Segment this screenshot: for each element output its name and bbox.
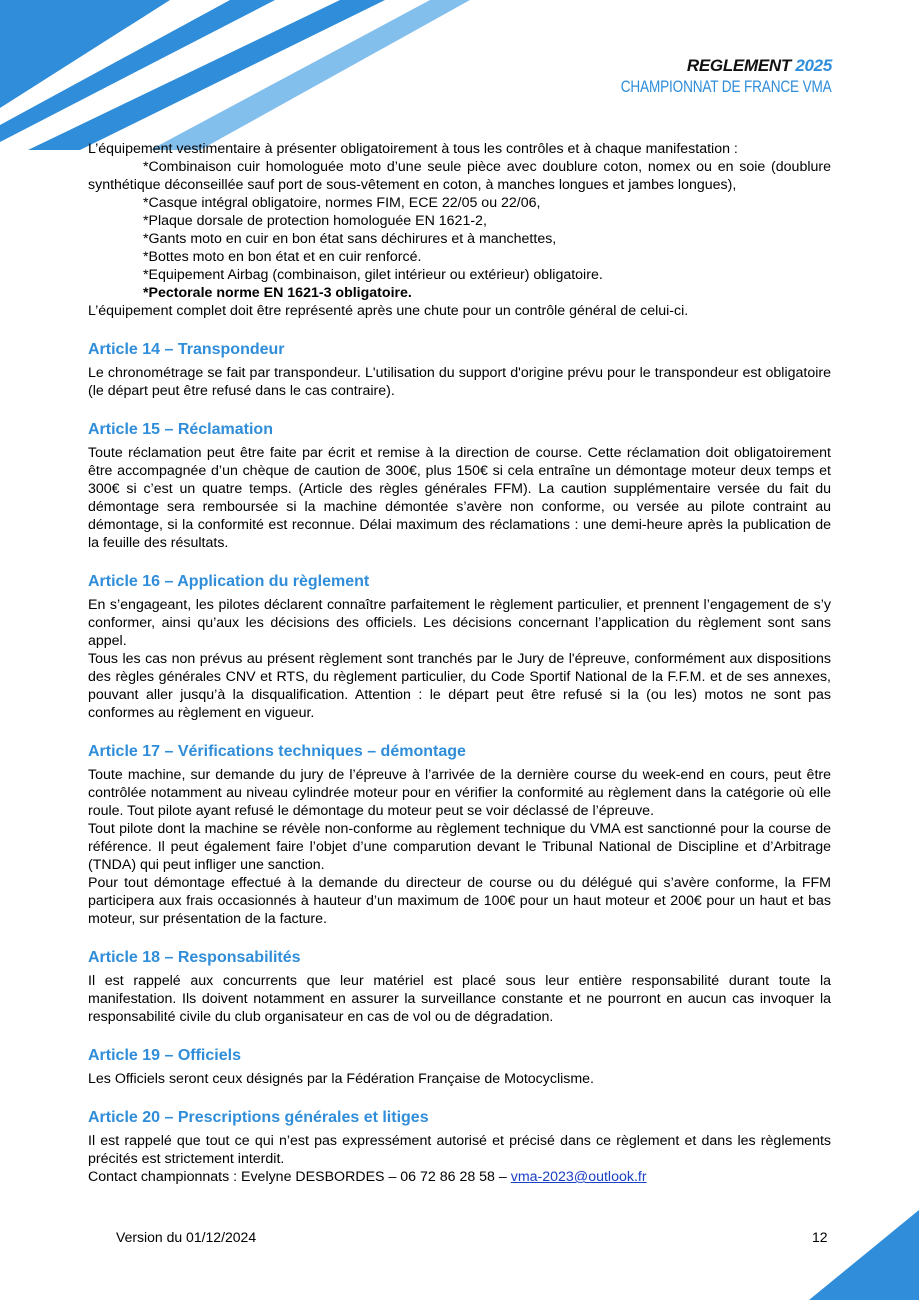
- article-15: [88, 420, 831, 552]
- equipment-closing: L’équipement complet doit être représenté après une chute pour un contrôle général de celui-ci.: [88, 303, 689, 319]
- article-paragraph: Pour tout démontage effectué à la demande du directeur de course ou du délégué qui s’avère conforme, la FFM participera aux frais occasionnés à hauteur d’un maximum de 100€ pour un haut moteur et 200€ pour un haut et bas moteur, sur présentation de la facture.: [88, 875, 831, 927]
- article-paragraph: Il est rappelé que tout ce qui n’est pas expressément autorisé et précisé dans ce règlement et dans les règlements précités est strictement interdit.: [88, 1133, 831, 1167]
- article-paragraph: Le chronométrage se fait par transpondeur. L'utilisation du support d'origine prévu pour le transpondeur est obligatoire (le départ peut être refusé dans le cas contraire).: [88, 365, 831, 399]
- article-20: [88, 1108, 831, 1186]
- document-header: [568, 56, 832, 98]
- header-subtitle: CHAMPIONNAT DE FRANCE VMA: [621, 77, 832, 96]
- article-title: Article 16 – Application du règlement: [88, 573, 370, 590]
- equipment-section: [88, 140, 831, 320]
- equipment-item: *Equipement Airbag (combinaison, gilet intérieur ou extérieur) obligatoire.: [143, 267, 603, 283]
- header-stripes-decoration: [0, 0, 500, 150]
- article-19: [88, 1046, 831, 1088]
- header-title-year: 2025: [795, 56, 832, 75]
- article-paragraph: Toute réclamation peut être faite par écrit et remise à la direction de course. Cette réclamation doit obligatoirement être accompagnée d’un chèque de caution de 300€, plus 150€ si cela entraîne un démontage moteur deux temps et 300€ si c’est un quatre temps. (Article des règles générales FFM). La caution supplémentaire versée du fait du démontage sera remboursée si la machine démontée s’avère non conforme, ou versée au pilote contraint au démontage, si la conformité est reconnue. Délai maximum des réclamations : une demi-heure après la publication de la feuille des résultats.: [88, 445, 831, 551]
- equipment-lead: L’équipement vestimentaire à présenter obligatoirement à tous les contrôles et à chaque manifestation :: [88, 141, 738, 157]
- article-title: Article 17 – Vérifications techniques – démontage: [88, 743, 466, 760]
- header-title-main: REGLEMENT: [686, 56, 791, 75]
- article-title: Article 19 – Officiels: [88, 1047, 241, 1064]
- page-number: 12: [812, 1229, 828, 1245]
- article-paragraph: En s’engageant, les pilotes déclarent connaître parfaitement le règlement particulier, et prennent l’engagement de s’y conformer, ainsi qu’aux les décisions des officiels. Les décisions concernant l’application du règlement sont sans appel.: [88, 597, 831, 649]
- contact-text: Contact championnats : Evelyne DESBORDES – 06 72 86 28 58 –: [88, 1169, 511, 1185]
- article-title: Article 14 – Transpondeur: [88, 341, 285, 358]
- article-17: [88, 742, 831, 928]
- article-paragraph: Tous les cas non prévus au présent règlement sont tranchés par le Jury de l'épreuve, conformément aux dispositions des règles générales CNV et RTS, du règlement particulier, du Code Sportif National de la F.F.M. et de ses annexes, pouvant aller jusqu’à la disqualification. Attention : le départ peut être refusé si la (ou les) motos ne sont pas conformes au règlement en vigueur.: [88, 651, 831, 721]
- article-18: [88, 948, 831, 1026]
- article-title: Article 15 – Réclamation: [88, 421, 273, 438]
- equipment-item: *Gants moto en cuir en bon état sans déchirures et à manchettes,: [143, 231, 557, 247]
- article-title: Article 18 – Responsabilités: [88, 949, 301, 966]
- article-paragraph: Il est rappelé aux concurrents que leur matériel est placé sous leur entière responsabilité durant toute la manifestation. Ils doivent notamment en assurer la surveillance constante et ne pourront en aucun cas invoquer la responsabilité civile du club organisateur en cas de vol ou de dégradation.: [88, 973, 831, 1025]
- equipment-item: *Combinaison cuir homologuée moto d’une seule pièce avec doublure coton, nomex ou en soie (doublure synthétique déconseillée sauf port de sous-vêtement en coton, à manches longues et jambes longues),: [88, 159, 831, 193]
- article-paragraph: Tout pilote dont la machine se révèle non-conforme au règlement technique du VMA est sanctionné pour la course de référence. Il peut également faire l’objet d’une comparution devant le Tribunal National de Discipline et d’Arbitrage (TNDA) qui peut infliger une sanction.: [88, 821, 831, 873]
- equipment-item: *Bottes moto en bon état et en cuir renforcé.: [143, 249, 422, 265]
- contact-email-link[interactable]: vma-2023@outlook.fr: [510, 1169, 647, 1185]
- footer-triangle-decoration: [809, 1210, 919, 1300]
- article-16: [88, 572, 831, 722]
- equipment-item: *Casque intégral obligatoire, normes FIM, ECE 22/05 ou 22/06,: [143, 195, 541, 211]
- article-title: Article 20 – Prescriptions générales et litiges: [88, 1109, 429, 1126]
- header-title: [568, 56, 832, 76]
- equipment-item-mandatory: *Pectorale norme EN 1621-3 obligatoire.: [143, 285, 412, 301]
- article-14: [88, 340, 831, 400]
- article-paragraph: Toute machine, sur demande du jury de l’épreuve à l’arrivée de la dernière course du week-end en cours, peut être contrôlée notamment au niveau cylindrée moteur pour en vérifier la conformité au règlement dans la catégorie où elle roule. Tout pilote ayant refusé le démontage du moteur peut se voir déclassé de l’épreuve.: [88, 767, 831, 819]
- contact-line: [88, 1168, 831, 1186]
- document-body: [88, 140, 831, 1186]
- equipment-item: *Plaque dorsale de protection homologuée EN 1621-2,: [143, 213, 487, 229]
- footer-version: Version du 01/12/2024: [116, 1229, 257, 1245]
- article-paragraph: Les Officiels seront ceux désignés par la Fédération Française de Motocyclisme.: [88, 1071, 594, 1087]
